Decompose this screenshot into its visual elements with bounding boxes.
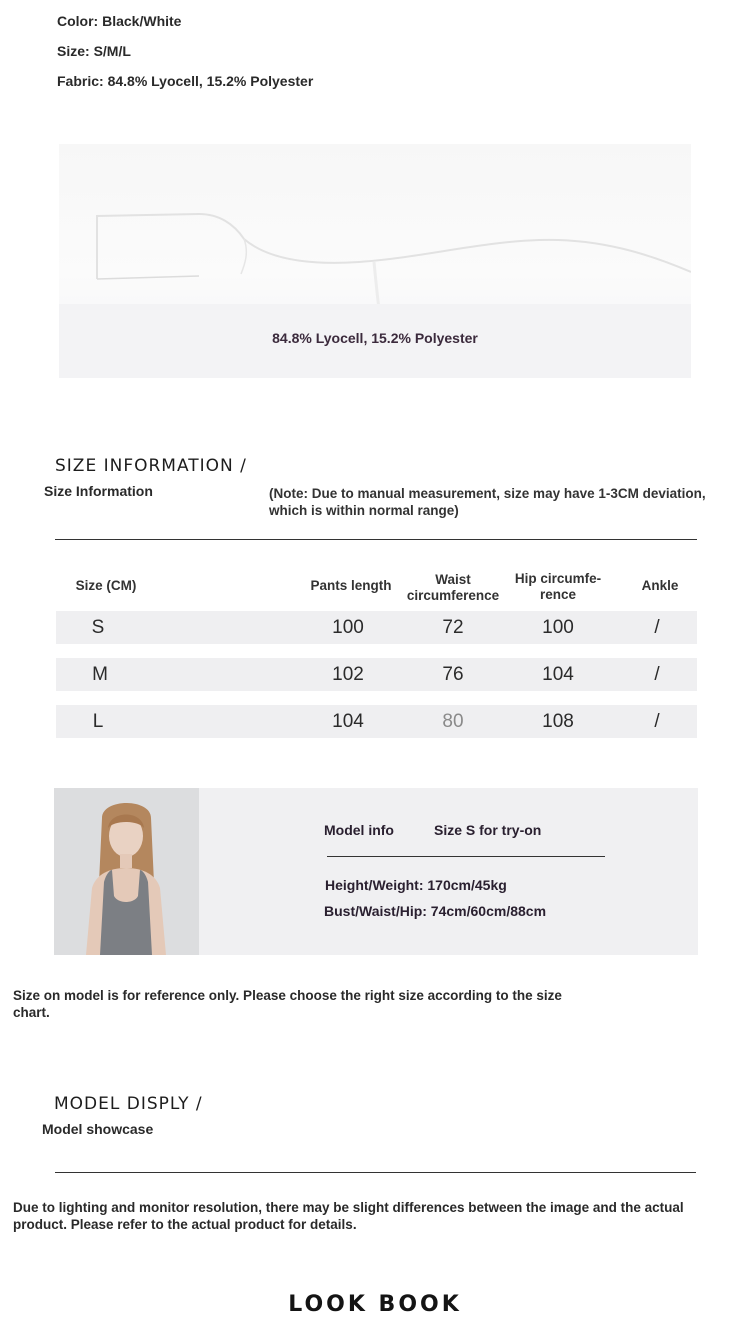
- cell-ankle: /: [654, 664, 660, 685]
- cell-size: M: [92, 664, 108, 685]
- model-info-box: [54, 788, 698, 955]
- cell-hip: 100: [542, 617, 574, 638]
- model-info-label: Model info: [324, 822, 394, 838]
- model-illustration: [54, 788, 199, 955]
- size-note-line1: (Note: Due to manual measurement, size may have 1-3CM deviation,: [269, 486, 706, 501]
- fabric-caption: 84.8% Lyocell, 15.2% Polyester: [272, 330, 478, 346]
- size-note-line2: which is within normal range): [269, 503, 459, 518]
- size-disclaimer-line1: Size on model is for reference only. Please choose the right size according to the size: [13, 988, 562, 1003]
- lookbook-title: LOOK BOOK: [288, 1292, 462, 1317]
- spec-color: Color: Black/White: [57, 13, 182, 29]
- model-display-title: MODEL DISPLY /: [54, 1094, 203, 1114]
- model-display-subtitle: Model showcase: [42, 1121, 154, 1137]
- model-measurements: Bust/Waist/Hip: 74cm/60cm/88cm: [324, 903, 547, 919]
- cell-waist: 76: [442, 664, 464, 685]
- table-row: [56, 658, 697, 691]
- cell-waist: 72: [442, 617, 464, 638]
- model-info-divider: [327, 856, 605, 857]
- cell-size: L: [92, 711, 104, 732]
- size-divider: [55, 539, 697, 540]
- color-disclaimer-line1: Due to lighting and monitor resolution, there may be slight differences between the image and the actual: [13, 1200, 684, 1215]
- table-row: [56, 705, 697, 738]
- cell-hip: 104: [542, 664, 574, 685]
- table-row: [56, 611, 697, 644]
- header-length: Pants length: [310, 578, 392, 593]
- header-hip: [506, 571, 610, 603]
- cell-ankle: /: [654, 617, 660, 638]
- header-ankle: Ankle: [641, 578, 679, 593]
- header-waist-line2: circumference: [406, 588, 500, 603]
- header-hip-line1: Hip circumfe-: [514, 571, 602, 586]
- size-info-title: SIZE INFORMATION /: [55, 456, 247, 476]
- size-disclaimer-line2: chart.: [13, 1005, 50, 1020]
- cell-length: 102: [332, 664, 364, 685]
- header-waist-line1: Waist: [435, 572, 471, 587]
- fabric-photo: [59, 144, 691, 378]
- spec-fabric: Fabric: 84.8% Lyocell, 15.2% Polyester: [57, 73, 314, 89]
- model-display-divider: [55, 1172, 696, 1173]
- cell-size: S: [91, 617, 105, 638]
- size-info-subtitle: Size Information: [44, 483, 153, 499]
- spec-size: Size: S/M/L: [57, 43, 131, 59]
- header-waist: [402, 572, 504, 604]
- model-photo: [54, 788, 199, 955]
- header-hip-line2: rence: [539, 587, 577, 602]
- cell-hip: 108: [542, 711, 574, 732]
- cell-waist: 80: [442, 711, 464, 732]
- header-size: Size (CM): [75, 578, 137, 593]
- cell-length: 100: [332, 617, 364, 638]
- cell-ankle: /: [654, 711, 660, 732]
- model-height-weight: Height/Weight: 170cm/45kg: [325, 877, 507, 893]
- cell-length: 104: [332, 711, 364, 732]
- color-disclaimer-line2: product. Please refer to the actual product for details.: [13, 1217, 357, 1232]
- model-tryon-size: Size S for try-on: [434, 822, 542, 838]
